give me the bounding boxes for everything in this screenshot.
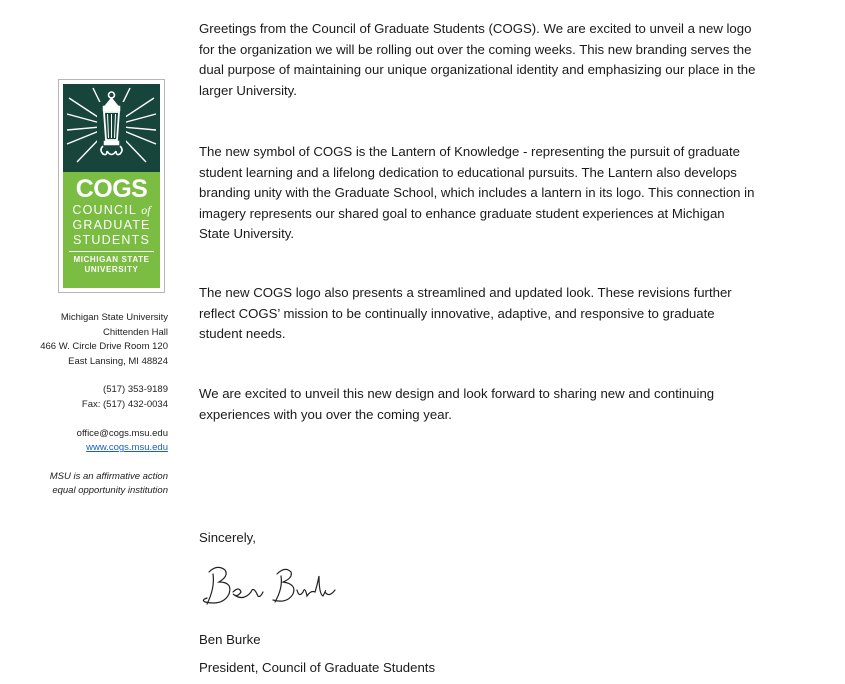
signer-name: Ben Burke [199, 632, 261, 647]
signer-title: President, Council of Graduate Students [199, 660, 436, 675]
logo-msu-line1: MICHIGAN STATE [73, 255, 150, 264]
email-address: office@cogs.msu.edu [76, 427, 168, 439]
logo-msu-line2: UNIVERSITY [84, 265, 139, 274]
equal-opportunity-statement: MSU is an affirmative action [49, 470, 168, 482]
logo-emblem [63, 84, 160, 172]
letter-paragraph-3: The new COGS logo also presents a streamlined and updated look. These revisions further reflect COGS’ mission to be continually innovative, adaptive, and responsive to graduate student needs. [199, 285, 732, 342]
cogs-logo [58, 79, 165, 293]
handwritten-signature [199, 556, 339, 621]
letter-paragraph-2: The new symbol of COGS is the Lantern of Knowledge - representing the pursuit of graduate student learning and a lifelong dedication to educational pursuits. The Lantern also develops branding unity with the Graduate School, which includes a lantern in its logo. This connection in imagery represents our shared goal to enhance graduate student experiences at Michigan State University. [199, 144, 755, 242]
website-link[interactable]: www.cogs.msu.edu [86, 442, 168, 454]
address-line: Chittenden Hall [103, 326, 168, 338]
spacer [8, 413, 168, 427]
lantern-icon [63, 84, 160, 172]
address-line: 466 W. Circle Drive Room 120 [40, 341, 168, 353]
fax-number: Fax: (517) 432-0034 [81, 398, 168, 410]
logo-line-graduate: GRADUATE [72, 218, 151, 232]
contact-sidebar [8, 311, 168, 499]
logo-line-council: COUNCIL of [72, 203, 151, 217]
address-line: Michigan State University [60, 312, 168, 323]
spacer [8, 456, 168, 470]
spacer [8, 369, 168, 383]
phone-number: (517) 353-9189 [103, 384, 168, 396]
address-line: East Lansing, MI 48824 [68, 355, 168, 367]
logo-wordmark [63, 172, 160, 288]
equal-opportunity-statement: equal opportunity institution [52, 485, 168, 497]
logo-line-students: STUDENTS [73, 233, 150, 247]
logo-acronym: COGS [75, 175, 148, 203]
signature-image [199, 556, 339, 616]
letter-closing: Sincerely, [199, 530, 256, 545]
letter-paragraph-4: We are excited to unveil this new design and look forward to sharing new and continuing experiences with you over the coming year. [199, 386, 715, 422]
letter-paragraph-1: Greetings from the Council of Graduate Students (COGS). We are excited to unveil a new logo for the organization we will be rolling out over the coming weeks. This new branding serves the dual purpose of maintaining our unique organizational identity and emphasizing our place in the larger University. [199, 21, 756, 98]
logo-divider [69, 251, 154, 252]
